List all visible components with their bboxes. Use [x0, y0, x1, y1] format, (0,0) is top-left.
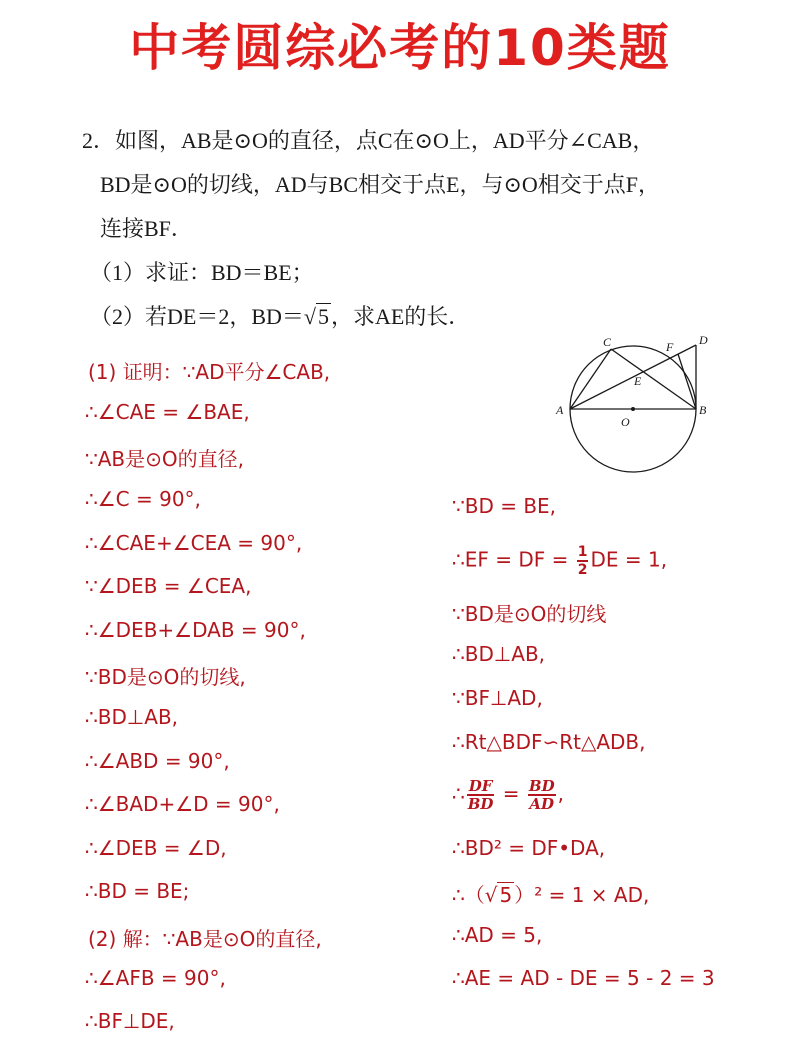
- label-e: E: [634, 374, 642, 388]
- sol-right-8: [452, 879, 649, 908]
- problem-line-1: 2．如图，AB是⊙O的直径，点C在⊙O上，AD平分∠CAB，: [82, 128, 655, 153]
- sol-left-15: ∴BF⊥DE,: [85, 1009, 175, 1033]
- sqrt-sign: √: [303, 304, 316, 329]
- sol-left-3: ∴∠C = 90°,: [85, 487, 201, 511]
- sol-right-1: [452, 544, 667, 578]
- r8-prefix: ∴（: [452, 883, 485, 907]
- sol-right-0: ∵BD = BE,: [452, 494, 557, 518]
- sol-right-3: ∴BD⊥AB,: [452, 642, 546, 666]
- frac-num: BD: [528, 777, 555, 795]
- problem-line-3: 连接BF．: [100, 216, 193, 241]
- sol-right-2: ∵BD是⊙O的切线: [452, 602, 607, 626]
- sol-left-0: (1) 证明：∵AD平分∠CAB,: [88, 360, 331, 384]
- r1-suffix: DE = 1,: [590, 547, 668, 572]
- part2-suffix: ，求AE的长．: [330, 304, 471, 329]
- sol-right-5: ∴Rt△BDF∽Rt△ADB,: [452, 730, 646, 754]
- segment-cb: [611, 349, 696, 409]
- segment-ac: [570, 349, 611, 409]
- sol-right-10: ∴AE = AD - DE = 5 - 2 = 3: [452, 966, 715, 990]
- sol-left-14: ∴∠AFB = 90°,: [85, 966, 226, 990]
- page-title: 中考圆综必考的10类题: [129, 19, 671, 77]
- ratio-df-bd: [467, 778, 495, 812]
- sol-left-13: (2) 解：∵AB是⊙O的直径,: [88, 927, 322, 951]
- label-a: A: [556, 403, 564, 417]
- part2-radicand: 5: [317, 304, 329, 329]
- sol-left-4: ∴∠CAE+∠CEA = 90°,: [85, 531, 303, 555]
- sol-left-10: ∴∠BAD+∠D = 90°,: [85, 792, 280, 816]
- sol-left-8: ∴BD⊥AB,: [85, 705, 179, 729]
- half-fraction: [577, 544, 589, 578]
- problem-part-2: [90, 300, 470, 331]
- sol-left-6: ∴∠DEB+∠DAB = 90°,: [85, 618, 306, 642]
- r1-prefix: ∴EF = DF =: [452, 547, 575, 572]
- label-b: B: [699, 403, 707, 417]
- sol-right-6: [452, 778, 564, 812]
- frac-den: 2: [577, 562, 588, 578]
- label-f: F: [666, 340, 674, 354]
- r6-prefix: ∴: [452, 781, 465, 806]
- sol-right-4: ∵BF⊥AD,: [452, 686, 543, 710]
- geometry-diagram: [548, 330, 718, 480]
- label-o: O: [621, 415, 630, 429]
- part2-prefix: （2）若DE＝2，BD＝: [90, 304, 304, 329]
- frac-den: BD: [467, 795, 494, 813]
- sol-left-1: ∴∠CAE = ∠BAE,: [85, 400, 250, 424]
- sqrt-sign: √: [484, 883, 498, 907]
- label-d: D: [699, 333, 708, 347]
- ratio-bd-ad: [528, 778, 556, 812]
- segment-bf: [678, 354, 696, 409]
- r6-suffix: ,: [557, 781, 564, 806]
- r8-suffix: ）² = 1 × AD,: [514, 883, 650, 907]
- problem-part-1: （1）求证：BD＝BE；: [90, 260, 314, 285]
- sol-left-5: ∵∠DEB = ∠CEA,: [85, 574, 252, 598]
- sol-left-11: ∴∠DEB = ∠D,: [85, 836, 227, 860]
- r6-eq: =: [496, 781, 526, 806]
- sol-right-9: ∴AD = 5,: [452, 923, 543, 947]
- problem-line-2: BD是⊙O的切线，AD与BC相交于点E，与⊙O相交于点F，: [100, 172, 661, 197]
- sol-left-2: ∵AB是⊙O的直径,: [85, 447, 244, 471]
- sol-right-7: ∴BD² = DF•DA,: [452, 836, 606, 860]
- sol-left-7: ∵BD是⊙O的切线,: [85, 665, 246, 689]
- center-point: [631, 407, 635, 411]
- sol-left-12: ∴BD = BE;: [85, 879, 190, 903]
- segment-ad: [570, 345, 696, 409]
- label-c: C: [603, 335, 612, 349]
- frac-num: DF: [467, 778, 495, 796]
- sol-left-9: ∴∠ABD = 90°,: [85, 749, 230, 773]
- frac-den: AD: [529, 795, 555, 813]
- frac-num: 1: [577, 544, 588, 560]
- r8-radicand: 5: [499, 883, 513, 907]
